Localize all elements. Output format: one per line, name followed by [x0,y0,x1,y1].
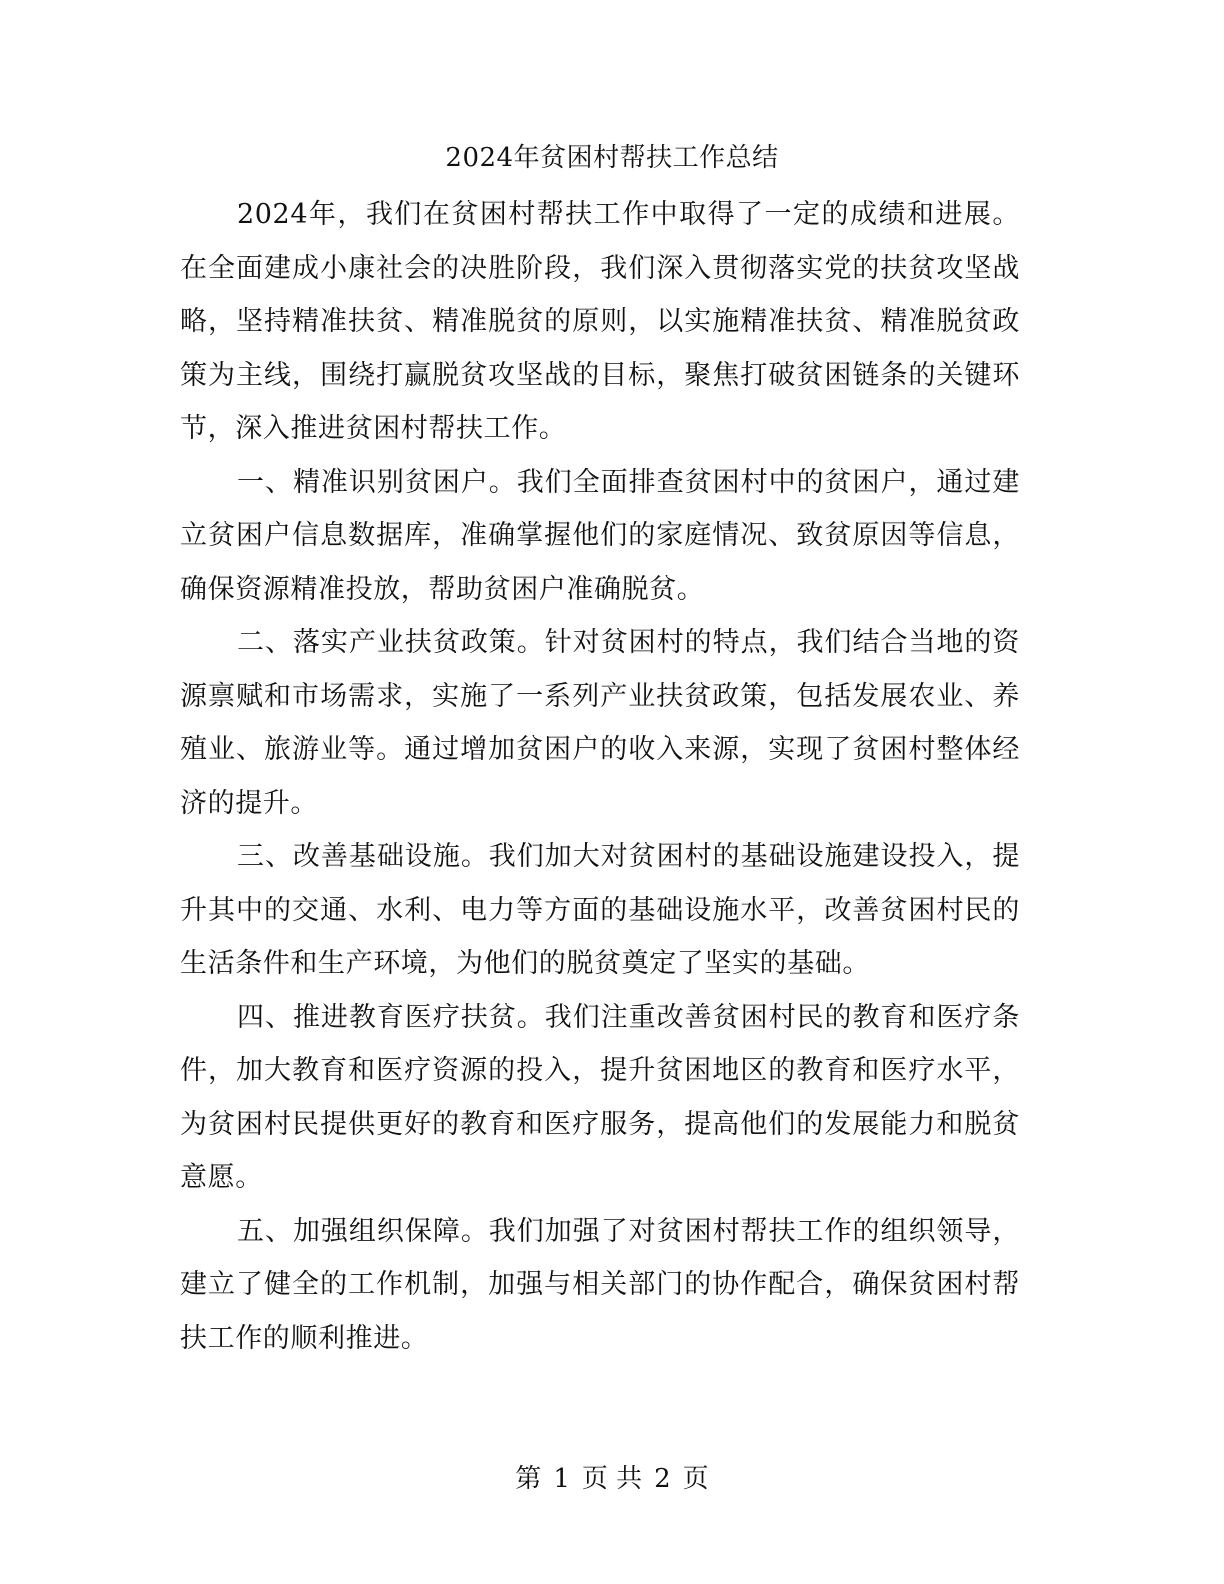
paragraph-intro: 2024年，我们在贫困村帮扶工作中取得了一定的成绩和进展。在全面建成小康社会的决胜阶段，我们深入贯彻落实党的扶贫攻坚战略，坚持精准扶贫、精准脱贫的原则，以实施精准扶贫、精准脱贫政策为主线，围绕打赢脱贫攻坚战的目标，聚焦打破贫困链条的关键环节，深入推进贫困村帮扶工作。 [180,199,1020,444]
footer-middle: 页 共 [581,1464,643,1494]
page-footer [0,1462,1224,1496]
paragraph-section-4: 四、推进教育医疗扶贫。我们注重改善贫困村民的教育和医疗条件，加大教育和医疗资源的投入，提升贫困地区的教育和医疗水平，为贫困村民提供更好的教育和医疗服务，提高他们的发展能力和脱贫意愿。 [180,1001,1020,1193]
paragraph-section-1: 一、精准识别贫困户。我们全面排查贫困村中的贫困户，通过建立贫困户信息数据库，准确掌握他们的家庭情况、致贫原因等信息，确保资源精准投放，帮助贫困户准确脱贫。 [180,466,1020,605]
paragraph-section-3: 三、改善基础设施。我们加大对贫困村的基础设施建设投入，提升其中的交通、水利、电力等方面的基础设施水平，改善贫困村民的生活条件和生产环境，为他们的脱贫奠定了坚实的基础。 [180,841,1020,979]
paragraph-section-2: 二、落实产业扶贫政策。针对贫困村的特点，我们结合当地的资源禀赋和市场需求，实施了一系列产业扶贫政策，包括发展农业、养殖业、旅游业等。通过增加贫困户的收入来源，实现了贫困村整体经济的提升。 [180,627,1020,819]
document-title: 2024年贫困村帮扶工作总结 [445,143,779,173]
footer-total-pages: 2 [654,1464,671,1494]
footer-page-number: 1 [553,1464,570,1494]
footer-suffix: 页 [682,1464,709,1494]
paragraph-section-5: 五、加强组织保障。我们加强了对贫困村帮扶工作的组织领导，建立了健全的工作机制，加强与相关部门的协作配合，确保贫困村帮扶工作的顺利推进。 [180,1215,1020,1354]
document-body [180,188,1020,1365]
footer-prefix: 第 [515,1464,542,1494]
